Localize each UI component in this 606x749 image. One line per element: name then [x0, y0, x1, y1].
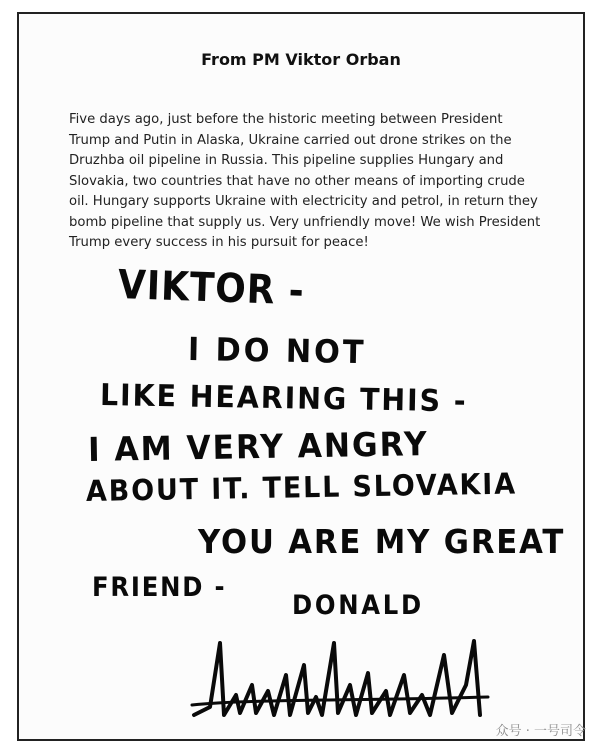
- body-line: Slovakia, two countries that have no other means of importing crude: [69, 173, 525, 189]
- body-line: oil. Hungary supports Ukraine with electricity and petrol, in return they: [69, 194, 538, 209]
- letter-page: [17, 12, 585, 741]
- handwritten-line: I AM VERY ANGRY: [87, 424, 429, 469]
- body-line: Five days ago, just before the historic meeting between President: [69, 112, 503, 127]
- body-line: Trump every success in his pursuit for peace!: [69, 235, 369, 250]
- handwritten-line: I DO NOT: [187, 330, 367, 372]
- signature-scribble: [190, 635, 490, 725]
- body-line: Druzhba oil pipeline in Russia. This pipeline supplies Hungary and: [69, 153, 504, 168]
- handwritten-line: YOU ARE MY GREAT: [198, 522, 566, 561]
- body-line: Trump and Putin in Alaska, Ukraine carried out drone strikes on the: [69, 132, 512, 148]
- letter-body: [69, 110, 549, 254]
- handwritten-line-name: DONALD: [292, 590, 424, 621]
- letter-title: From PM Viktor Orban: [201, 50, 401, 69]
- handwritten-line: ABOUT IT. TELL SLOVAKIA: [85, 466, 518, 508]
- handwritten-line: FRIEND -: [92, 572, 227, 603]
- handwritten-line: LIKE HEARING THIS -: [99, 378, 468, 420]
- watermark: 众号 · 一号司令: [495, 724, 586, 739]
- body-line: bomb pipeline that supply us. Very unfriendly move! We wish President: [69, 214, 541, 230]
- handwritten-line-salutation: VIKTOR -: [117, 262, 306, 315]
